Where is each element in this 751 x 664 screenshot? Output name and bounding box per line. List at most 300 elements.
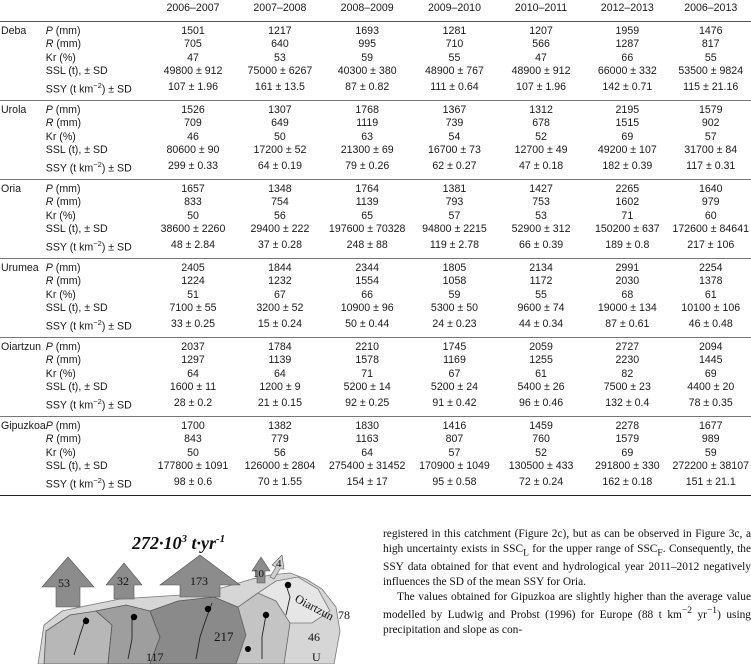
table-cell: 2210 [355,340,379,353]
parameter-label: SSY (t $km^{-2}$) ± SD [46,79,150,101]
table-cell: 189 ± 0.8 [584,237,670,259]
table-cell: 1169 [443,354,466,367]
catchment-value-urumea: 46 [308,630,320,644]
table-cell: 1217 [268,24,292,37]
table-row [0,117,751,131]
table-cell: 989 [701,433,720,446]
table-cell: 50 [274,130,286,143]
table-cell: 5400 ± 26 [517,381,565,394]
table-cell: 1255 [529,354,553,367]
table-cell: 1119 [356,117,379,130]
table-row [0,302,751,316]
year-header: 2009–2010 [411,0,498,21]
table-cell: 52 [535,446,547,459]
table-cell: 1579 [698,103,723,116]
parameter-label: SSY (t $km^{-2}$) ± SD [46,237,150,259]
parameter-label: SSL (t), ± SD [45,381,108,394]
table-cell: 275400 ± 31452 [328,460,406,473]
table-cell: 10900 ± 96 [340,302,394,315]
table-row [0,395,751,417]
table-cell: 1768 [355,103,379,116]
table-cell: 843 [184,433,202,446]
table-cell: 56 [274,209,286,222]
table-row [0,223,751,237]
catchment-value-oiartzun: 78 [338,608,350,622]
arrow-value-oria: 173 [190,574,208,588]
year-header: 2006–2007 [150,0,237,21]
parameter-label: R (mm) [45,354,82,367]
table-cell: 1281 [442,24,467,37]
table-cell: 57 [448,209,461,222]
table-row [0,38,751,52]
table-cell: 71 [621,209,634,222]
table-cell: 48900 ± 912 [511,65,571,77]
table-cell: 66 [361,288,374,301]
table-cell: 1764 [355,182,379,195]
table-row [0,79,751,101]
table-cell: 1476 [698,24,723,37]
table-cell: 1677 [698,419,723,432]
parameter-label: SSL (t), ± SD [45,65,108,77]
table-cell: 52900 ± 312 [511,223,571,236]
table-cell: 96 ± 0.46 [498,395,584,417]
table-cell: 162 ± 0.18 [584,474,670,496]
table-cell: 72 ± 0.24 [498,474,584,496]
table-cell: 1172 [529,275,553,288]
catchment-name-oiartzun: Oiartzun [292,591,337,624]
table-cell: 154 ± 17 [323,474,411,496]
table-cell: 62 ± 0.27 [411,158,498,180]
parameter-label: SSY (t $km^{-2}$) ± SD [46,474,150,496]
parameter-label: R (mm) [45,38,82,50]
table-row [0,275,751,289]
parameter-label: Kr (%) [45,367,76,380]
table-row [0,433,751,447]
table-cell: 29400 ± 222 [250,223,310,236]
table-cell: 5200 ± 24 [430,381,478,394]
table-cell: 217 ± 106 [670,237,751,259]
table-cell: 55 [448,51,461,64]
table-cell: 1501 [181,24,205,37]
table-cell: 1700 [181,419,205,432]
table-cell: 1058 [442,275,467,288]
table-cell: 28 ± 0.2 [150,395,237,417]
table-row [0,237,751,259]
table-cell: 59 [704,446,717,459]
table-cell: 1163 [355,433,379,446]
table-cell: 1297 [181,354,205,367]
parameter-label: R (mm) [45,117,82,130]
table-cell: 2094 [698,340,723,353]
table-cell: 95 ± 0.58 [411,474,498,496]
table-cell: 172600 ± 84641 [672,223,749,236]
parameter-label: P (mm) [45,182,81,195]
table-cell: 2254 [698,261,723,274]
site-name: Oiartzun [1,340,42,353]
table-row [0,354,751,368]
table-cell: 107 ± 1.96 [498,79,584,101]
table-cell: 69 [704,367,717,380]
table-cell: 7500 ± 23 [603,381,651,394]
table-cell: 54 [448,130,461,143]
catchment-value-urola: 117 [146,650,164,664]
parameter-label: Kr (%) [45,288,76,301]
parameter-label: SSL (t), ± SD [45,144,108,157]
table-cell: 66 ± 0.39 [498,237,584,259]
table-cell: 12700 ± 49 [514,144,568,157]
table-cell: 1139 [355,196,379,209]
table-cell: 31700 ± 84 [684,144,738,157]
table-cell: 291800 ± 330 [594,460,660,473]
table-cell: 49800 ± 912 [163,65,223,77]
table-cell: 59 [361,51,374,64]
catchment-value-oria: 217 [214,629,234,644]
parameter-label: P (mm) [45,340,81,353]
table-cell: 3200 ± 52 [256,302,304,315]
table-cell: 807 [445,433,464,446]
table-cell: 115 ± 21.16 [670,79,751,101]
table-cell: 69 [621,130,634,143]
table-cell: 48900 ± 767 [425,65,484,77]
table-cell: 33 ± 0.25 [150,316,237,338]
table-cell: 130500 ± 433 [508,460,574,473]
table-cell: 1207 [529,24,553,37]
table-cell: 649 [271,117,289,130]
table-cell: 1745 [442,340,467,353]
table-cell: 1602 [615,196,640,209]
table-cell: 1640 [698,182,723,195]
table-cell: 64 ± 0.19 [236,158,323,180]
table-cell: 61 [704,288,717,301]
year-header: 2007–2008 [236,0,323,21]
parameter-label: SSY (t $km^{-2}$) ± SD [46,395,150,417]
article-text [383,527,751,637]
table-cell: 47 [187,51,199,64]
table-row [0,460,751,474]
table-row [0,158,751,180]
table-cell: 2030 [615,275,640,288]
table-cell: 49200 ± 107 [597,144,657,157]
table-cell: 739 [445,117,464,130]
table-cell: 50 [187,209,199,222]
table-cell: 53500 ± 9824 [678,65,744,77]
table-cell: 37 ± 0.28 [236,237,323,259]
table-cell: 47 [535,51,547,64]
table-cell: 1805 [442,261,467,274]
table-cell: 1554 [355,275,379,288]
table-cell: 66000 ± 332 [597,65,657,77]
table-cell: 9600 ± 74 [517,302,565,315]
parameter-label: SSY (t $km^{-2}$) ± SD [46,158,150,180]
table-cell: 1416 [442,419,467,432]
parameter-label: R (mm) [45,433,82,446]
table-cell: 1200 ± 9 [259,381,301,394]
table-cell: 2278 [615,419,640,432]
table-cell: 40300 ± 380 [337,65,397,77]
parameter-label: P (mm) [45,103,81,116]
table-cell: 2134 [529,261,553,274]
table-cell: 56 [274,446,286,459]
table-cell: 52 [535,130,547,143]
table-row [0,474,751,496]
table-cell: 793 [445,196,464,209]
table-cell: 2344 [355,261,379,274]
table-cell: 48 ± 2.84 [150,237,237,259]
site-name: Gipuzkoa [1,419,46,432]
table-cell: 64 [361,446,374,459]
table-row [0,447,751,461]
table-cell: 61 [535,367,547,380]
table-cell: 177800 ± 1091 [157,460,229,473]
table-cell: 678 [532,117,550,130]
table-cell: 979 [701,196,720,209]
table-cell: 272200 ± 38107 [672,460,749,473]
table-row [0,416,751,433]
table-cell: 107 ± 1.96 [150,79,237,101]
table-cell: 15 ± 0.24 [236,316,323,338]
table-cell: 640 [271,38,289,50]
table-cell: 1600 ± 11 [169,381,217,394]
table-cell: 754 [271,196,289,209]
site-name: Oria [1,182,22,195]
table-cell: 1784 [268,340,292,353]
table-cell: 71 [361,367,374,380]
arrow-value-oiartzun: 4 [276,558,282,570]
table-cell: 902 [701,117,720,130]
table-cell: 78 ± 0.35 [670,395,751,417]
parameter-label: SSL (t), ± SD [45,223,108,236]
table-cell: 4400 ± 20 [687,381,735,394]
table-cell: 80600 ± 90 [166,144,220,157]
table-cell: 1578 [355,354,379,367]
table-cell: 1579 [615,433,640,446]
table-cell: 57 [448,446,461,459]
table-cell: 57 [704,130,717,143]
table-cell: 68 [621,288,634,301]
table-cell: 1367 [442,103,467,116]
table-cell: 63 [361,130,374,143]
table-cell: 1382 [268,419,292,432]
table-cell: 142 ± 0.71 [584,79,670,101]
arrow-value-deba: 53 [58,576,70,590]
table-cell: 1459 [529,419,553,432]
table-cell: 2265 [615,182,640,195]
table-row [0,337,751,354]
table-cell: 833 [184,196,202,209]
table-cell: 91 ± 0.42 [411,395,498,417]
table-cell: 1312 [529,103,553,116]
table-cell: 46 ± 0.48 [670,316,751,338]
parameter-label: R (mm) [45,196,82,209]
table-cell: 64 [187,367,199,380]
table-cell: 67 [448,367,461,380]
table-cell: 117 ± 0.31 [670,158,751,180]
table-cell: 19000 ± 134 [597,302,657,315]
table-cell: 79 ± 0.26 [323,158,411,180]
table-cell: 82 [621,367,634,380]
table-cell: 7100 ± 55 [169,302,217,315]
table-cell: 182 ± 0.39 [584,158,670,180]
table-cell: 161 ± 13.5 [236,79,323,101]
table-cell: 1959 [615,24,640,37]
table-row [0,316,751,338]
table-row [0,65,751,79]
arrow-value-urumea: 10 [253,568,264,580]
site-name: Deba [1,24,27,37]
parameter-label: P (mm) [45,261,81,274]
table-cell: 1378 [698,275,723,288]
gipuzkoa-sediment-map [0,527,370,664]
table-row [0,210,751,224]
table-cell: 2059 [529,340,553,353]
table-cell: 5200 ± 14 [343,381,391,394]
parameter-label: Kr (%) [45,209,76,222]
table-cell: 170900 ± 1049 [419,460,490,473]
catchment-cut-label: U [312,650,321,664]
table-cell: 995 [358,38,377,50]
table-cell: 46 [187,130,199,143]
table-cell: 1348 [268,182,292,195]
year-header: 2010–2011 [498,0,584,21]
table-cell: 1232 [268,275,292,288]
table-cell: 779 [271,433,289,446]
table-cell: 2727 [615,340,640,353]
table-cell: 66 [621,51,634,64]
table-cell: 59 [448,288,461,301]
table-row [0,52,751,66]
table-cell: 150200 ± 637 [594,223,660,236]
paragraph-1: registered in this catchment (Figure 2c), but as can be observed in Figure 3c, a high uncertainty exists in $SSC_L$ for the upper range of $SSC_F$. Consequently, the SSY data obtained for that event and hydrological year 2011–2012 negatively influences the SD of the mean SSY for Oria. [383,528,751,589]
table-cell: 1830 [355,419,379,432]
table-cell: 1224 [181,275,205,288]
arrow-value-urola: 32 [117,574,129,588]
table-cell: 17200 ± 52 [253,144,307,157]
table-cell: 47 ± 0.18 [498,158,584,180]
table-cell: 2230 [615,354,640,367]
table-cell: 94800 ± 2215 [422,223,487,236]
table-cell: 16700 ± 73 [427,144,481,157]
paragraph-2: The values obtained for Gipuzkoa are slightly higher than the average value modelled by Ludwig and Probst (1996) for Europe (88 t $km^{-2}$ $yr^{-1}$) using precipitation and slope as con- [383,590,751,636]
table-row [0,21,751,38]
table-cell: 126000 ± 2804 [244,460,316,473]
table-row [0,131,751,145]
table-cell: 1427 [529,182,553,195]
parameter-label: R (mm) [45,275,82,288]
total-yield-label: $272\cdot 10^3$ $t\cdot yr^{-1}$ [132,533,226,553]
table-cell: 50 [187,446,199,459]
table-cell: 53 [274,51,286,64]
table-cell: 75000 ± 6267 [247,65,313,77]
parameter-label: SSY (t $km^{-2}$) ± SD [46,316,150,338]
table-cell: 1693 [355,24,379,37]
parameter-label: SSL (t), ± SD [45,460,108,473]
table-cell: 1381 [442,182,467,195]
table-row [0,144,751,158]
table-cell: 51 [187,288,199,301]
table-cell: 69 [621,446,634,459]
table-cell: 248 ± 88 [323,237,411,259]
table-header-row [0,0,751,21]
table-cell: 50 ± 0.44 [323,316,411,338]
table-cell: 92 ± 0.25 [323,395,411,417]
table-row [0,368,751,382]
table-cell: 1445 [698,354,723,367]
table-row [0,289,751,303]
table-cell: 760 [532,433,550,446]
table-cell: 55 [535,288,547,301]
table-row [0,196,751,210]
table-cell: 60 [704,209,717,222]
site-name: Urumea [1,261,39,274]
table-cell: 64 [274,367,286,380]
parameter-label: P (mm) [45,24,81,37]
table-cell: 98 ± 0.6 [150,474,237,496]
table-cell: 1657 [181,182,205,195]
table-cell: 151 ± 21.1 [670,474,751,496]
table-cell: 44 ± 0.34 [498,316,584,338]
table-cell: 2195 [615,103,640,116]
table-cell: 1515 [615,117,640,130]
table-row [0,179,751,196]
table-row [0,100,751,117]
table-cell: 87 ± 0.82 [323,79,411,101]
table-row [0,258,751,275]
table-cell: 705 [184,38,202,50]
parameter-label: SSL (t), ± SD [45,302,108,315]
table-cell: 10100 ± 106 [681,302,741,315]
parameter-label: Kr (%) [45,51,76,64]
year-header: 2008–2009 [323,0,411,21]
table-cell: 70 ± 1.55 [236,474,323,496]
table-cell: 21300 ± 69 [340,144,394,157]
table-cell: 21 ± 0.15 [236,395,323,417]
table-cell: 87 ± 0.61 [584,316,670,338]
parameter-label: Kr (%) [45,446,76,459]
table-cell: 132 ± 0.4 [584,395,670,417]
table-cell: 111 ± 0.64 [411,79,498,101]
table-cell: 5300 ± 50 [430,302,478,315]
table-cell: 753 [532,196,550,209]
table-cell: 65 [361,209,374,222]
table-cell: 197600 ± 70328 [328,223,406,236]
table-row [0,381,751,395]
table-cell: 709 [184,117,202,130]
table-cell: 299 ± 0.33 [150,158,237,180]
table-cell: 55 [704,51,717,64]
table-cell: 1139 [268,354,292,367]
table-cell: 38600 ± 2260 [160,223,226,236]
table-cell: 1307 [268,103,292,116]
table-cell: 2037 [181,340,205,353]
table-cell: 1287 [615,38,640,50]
table-cell: 1844 [268,261,292,274]
table-cell: 53 [535,209,547,222]
table-cell: 2405 [181,261,205,274]
table-cell: 24 ± 0.23 [411,316,498,338]
table-cell: 817 [701,38,720,50]
table-cell: 1526 [181,103,205,116]
year-header: 2006–2013 [670,0,751,21]
parameter-label: Kr (%) [45,130,76,143]
table-cell: 119 ± 2.78 [411,237,498,259]
site-name: Urola [1,103,27,116]
table-cell: 710 [445,38,464,50]
table-cell: 566 [532,38,550,50]
table-cell: 2991 [615,261,640,274]
year-header: 2012–2013 [584,0,670,21]
parameter-label: P (mm) [45,419,81,432]
table-cell: 67 [274,288,286,301]
